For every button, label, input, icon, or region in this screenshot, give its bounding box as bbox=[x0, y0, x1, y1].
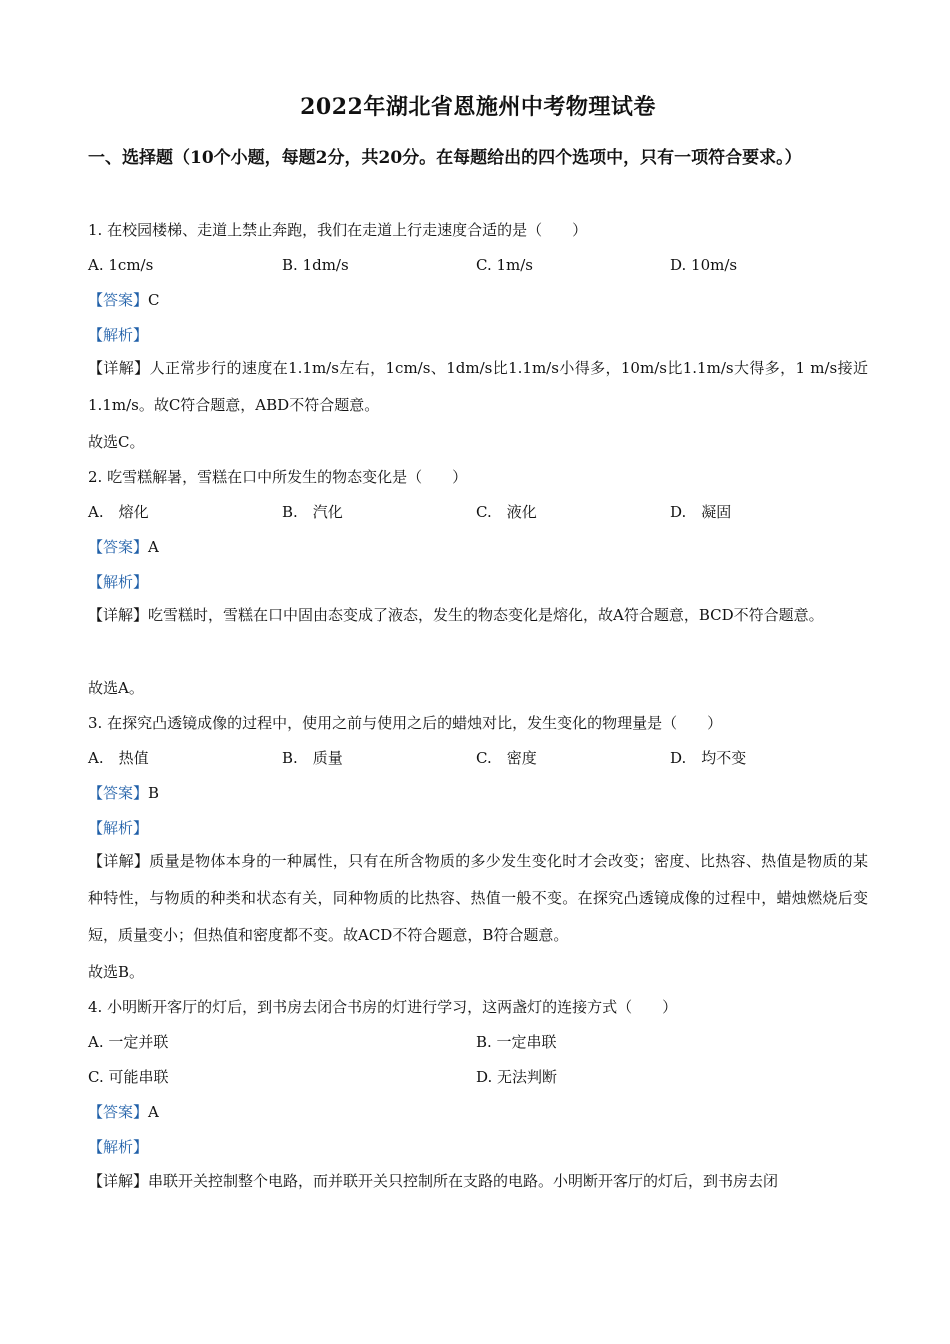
answer-label: 【答案】 bbox=[88, 784, 149, 802]
answer-value: C bbox=[148, 291, 160, 309]
answer-line bbox=[88, 290, 868, 310]
answer-label: 【答案】 bbox=[88, 1103, 149, 1121]
option-c: C. 1m/s bbox=[476, 256, 533, 274]
answer-value: B bbox=[148, 784, 160, 802]
answer-line bbox=[88, 783, 868, 803]
detail-text: 吃雪糕时，雪糕在口中固由态变成了液态，发生的物态变化是熔化，故A符合题意，BCD不符合题意。 bbox=[148, 606, 824, 624]
answer-value: A bbox=[148, 1103, 159, 1121]
option-a: A. 热值 bbox=[88, 749, 149, 767]
conclusion: 故选A。 bbox=[88, 679, 144, 697]
option-c: C. 密度 bbox=[476, 749, 537, 767]
conclusion: 故选C。 bbox=[88, 433, 145, 451]
section-heading: 一、选择题（10个小题，每题2分，共20分。在每题给出的四个选项中，只有一项符合要求。） bbox=[88, 148, 802, 168]
option-d: D. 无法判断 bbox=[476, 1068, 558, 1086]
detail-paragraph bbox=[88, 843, 868, 954]
answer-label: 【答案】 bbox=[88, 538, 149, 556]
option-b: B. 质量 bbox=[282, 749, 343, 767]
option-a: A. 1cm/s bbox=[88, 256, 154, 274]
analysis-label: 【解析】 bbox=[88, 573, 149, 591]
answer-label: 【答案】 bbox=[88, 291, 149, 309]
answer-line bbox=[88, 1102, 868, 1122]
detail-label: 【详解】 bbox=[88, 1172, 149, 1190]
detail-label: 【详解】 bbox=[88, 852, 150, 870]
analysis-label: 【解析】 bbox=[88, 819, 149, 837]
page-title: 2022年湖北省恩施州中考物理试卷 bbox=[300, 94, 656, 120]
conclusion: 故选B。 bbox=[88, 963, 145, 981]
option-d: D. 凝固 bbox=[670, 503, 732, 521]
detail-label: 【详解】 bbox=[88, 606, 149, 624]
detail-text: 质量是物体本身的一种属性，只有在所含物质的多少发生变化时才会改变；密度、比热容、热值是物质的某种特性，与物质的种类和状态有关，同种物质的比热容、热值一般不变。在探究凸透镜成像的过程中，蜡烛燃烧后变短，质量变小；但热值和密度都不变。故ACD不符合题意，B符合题意。 bbox=[88, 852, 868, 944]
analysis-label: 【解析】 bbox=[88, 1138, 149, 1156]
analysis-label: 【解析】 bbox=[88, 326, 149, 344]
answer-line bbox=[88, 537, 868, 557]
detail-paragraph bbox=[88, 597, 868, 634]
question-stem: 1. 在校园楼梯、走道上禁止奔跑，我们在走道上行走速度合适的是（ ） bbox=[88, 221, 588, 239]
option-a: A. 熔化 bbox=[88, 503, 149, 521]
option-b: B. 汽化 bbox=[282, 503, 343, 521]
option-d: D. 10m/s bbox=[670, 256, 738, 274]
question-stem: 3. 在探究凸透镜成像的过程中，使用之前与使用之后的蜡烛对比，发生变化的物理量是（ ） bbox=[88, 714, 723, 732]
detail-text: 人正常步行的速度在1.1m/s左右，1cm/s、1dm/s比1.1m/s小得多，10m/s比1.1m/s大得多，1 m/s接近1.1m/s。故C符合题意，ABD不符合题意。 bbox=[88, 359, 868, 414]
option-c: C. 液化 bbox=[476, 503, 537, 521]
option-c: C. 可能串联 bbox=[88, 1068, 169, 1086]
detail-text: 串联开关控制整个电路，而并联开关只控制所在支路的电路。小明断开客厅的灯后，到书房去闭 bbox=[148, 1172, 779, 1190]
question-stem: 4. 小明断开客厅的灯后，到书房去闭合书房的灯进行学习，这两盏灯的连接方式（ ） bbox=[88, 998, 678, 1016]
detail-paragraph bbox=[88, 1163, 868, 1200]
option-b: B. 1dm/s bbox=[282, 256, 349, 274]
option-b: B. 一定串联 bbox=[476, 1033, 557, 1051]
option-a: A. 一定并联 bbox=[88, 1033, 169, 1051]
detail-paragraph bbox=[88, 350, 868, 424]
option-d: D. 均不变 bbox=[670, 749, 747, 767]
answer-value: A bbox=[148, 538, 159, 556]
detail-label: 【详解】 bbox=[88, 359, 150, 377]
question-stem: 2. 吃雪糕解暑，雪糕在口中所发生的物态变化是（ ） bbox=[88, 468, 468, 486]
